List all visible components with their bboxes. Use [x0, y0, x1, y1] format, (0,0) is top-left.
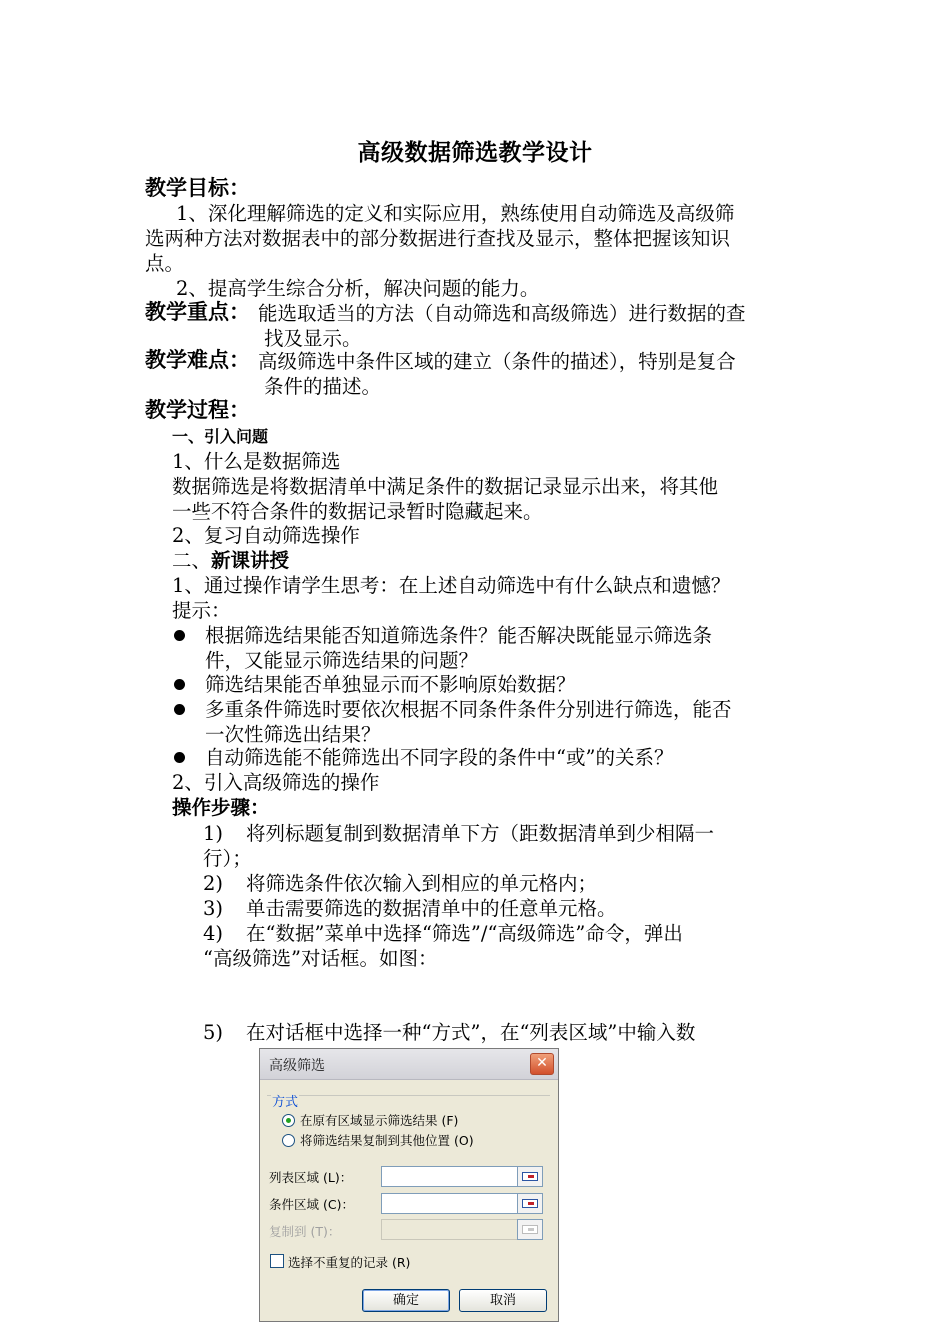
list-range-input[interactable]: [381, 1166, 518, 1187]
key-points-label: 教学重点：: [145, 299, 250, 324]
definition-line-1: 数据筛选是将数据清单中满足条件的数据记录显示出来，将其他: [172, 475, 719, 498]
intro-advanced-filter: 2、引入高级筛选的操作: [172, 771, 380, 794]
step-4-line-2: “高级筛选”对话框。如图：: [203, 947, 438, 970]
page-title: 高级数据筛选教学设计: [357, 139, 593, 166]
copy-to-input: [381, 1219, 518, 1240]
radio-filter-in-place[interactable]: [282, 1114, 295, 1127]
step-number: 4): [203, 922, 224, 945]
objective-1-line-1: 1、深化理解筛选的定义和实际应用，熟练使用自动筛选及高级筛: [176, 202, 735, 225]
objective-1-line-3: 点。: [145, 252, 185, 275]
step-number: 5): [203, 1021, 224, 1044]
step-number: 1): [203, 822, 224, 845]
difficulties-line-1: 高级筛选中条件区域的建立（条件的描述），特别是复合: [258, 350, 736, 373]
dialog-titlebar: [260, 1049, 558, 1080]
unique-records-checkbox[interactable]: [270, 1254, 284, 1268]
key-points-line-2: 找及显示。: [264, 327, 362, 350]
radio-copy-to-location-label: 将筛选结果复制到其他位置 (O): [300, 1133, 474, 1148]
bullet-dot: [174, 752, 185, 763]
criteria-range-picker-icon[interactable]: [517, 1193, 543, 1214]
bullet-1-line-1: 根据筛选结果能否知道筛选条件？能否解决既能显示筛选条: [205, 624, 713, 647]
think-question: 1、通过操作请学生思考：在上述自动筛选中有什么缺点和遗憾？: [172, 574, 731, 597]
cancel-button[interactable]: 取消: [459, 1289, 547, 1312]
process-heading: 教学过程：: [145, 397, 250, 422]
ok-button[interactable]: 确定: [362, 1289, 450, 1312]
unique-records-label: 选择不重复的记录 (R): [288, 1255, 411, 1270]
bullet-4-line-1: 自动筛选能不能筛选出不同字段的条件中“或”的关系？: [205, 746, 674, 769]
close-button[interactable]: ✕: [530, 1053, 554, 1075]
definition-line-2: 一些不符合条件的数据记录暂时隐藏起来。: [172, 500, 543, 523]
copy-to-label: 复制到 (T)：: [269, 1224, 341, 1239]
bullet-dot: [174, 704, 185, 715]
difficulties-label: 教学难点：: [145, 347, 250, 372]
objective-2: 2、提高学生综合分析，解决问题的能力。: [176, 277, 540, 300]
step-1-line-2: 行）；: [203, 847, 252, 870]
bullet-3-line-1: 多重条件筛选时要依次根据不同条件条件分别进行筛选，能否: [205, 698, 732, 721]
bullet-dot: [174, 679, 185, 690]
question-1: 1、什么是数据筛选: [172, 450, 341, 473]
step-text: 单击需要筛选的数据清单中的任意单元格。: [246, 897, 617, 920]
list-range-label: 列表区域 (L)：: [269, 1170, 353, 1185]
step-text: 在“数据”菜单中选择“筛选”/“高级筛选”命令，弹出: [246, 922, 683, 945]
step-number: 3): [203, 897, 224, 920]
radio-filter-in-place-label: 在原有区域显示筛选结果 (F): [300, 1113, 459, 1128]
step-number: 2): [203, 872, 224, 895]
dialog-title: 高级筛选: [269, 1058, 325, 1074]
bullet-2-line-1: 筛选结果能否单独显示而不影响原始数据？: [205, 673, 576, 696]
section-2-prefix: 二、: [172, 549, 212, 572]
list-range-picker-icon[interactable]: [517, 1166, 543, 1187]
criteria-range-input[interactable]: [381, 1193, 518, 1214]
advanced-filter-dialog: [259, 1048, 559, 1322]
section-1-heading: 一、引入问题: [172, 427, 269, 446]
copy-to-picker-icon: [517, 1219, 543, 1240]
step-1: [203, 821, 714, 846]
step-5: [203, 1020, 695, 1045]
section-2-heading: [172, 548, 289, 573]
step-3: [203, 896, 617, 921]
step-text: 将筛选条件依次输入到相应的单元格内；: [246, 872, 598, 895]
mode-group-label: 方式: [271, 1091, 299, 1110]
objective-1-line-2: 选两种方法对数据表中的部分数据进行查找及显示，整体把握该知识: [145, 227, 731, 250]
step-text: 在对话框中选择一种“方式”，在“列表区域”中输入数: [246, 1021, 696, 1044]
question-2: 2、复习自动筛选操作: [172, 524, 360, 547]
bullet-1-line-2: 件，又能显示筛选结果的问题？: [205, 649, 479, 672]
section-2-title: 新课讲授: [211, 549, 290, 572]
steps-heading: 操作步骤：: [172, 796, 270, 819]
key-points-line-1: 能选取适当的方法（自动筛选和高级筛选）进行数据的查: [258, 302, 746, 325]
step-text: 将列标题复制到数据清单下方（距数据清单到少相隔一: [246, 822, 715, 845]
objectives-heading: 教学目标：: [145, 175, 250, 200]
radio-copy-to-location[interactable]: [282, 1134, 295, 1147]
step-2: [203, 871, 597, 896]
step-4: [203, 921, 683, 946]
hint-label: 提示：: [172, 599, 231, 622]
criteria-range-label: 条件区域 (C)：: [269, 1197, 354, 1212]
bullet-3-line-2: 一次性筛选出结果？: [205, 723, 381, 746]
difficulties-line-2: 条件的描述。: [264, 375, 382, 398]
bullet-dot: [174, 630, 185, 641]
